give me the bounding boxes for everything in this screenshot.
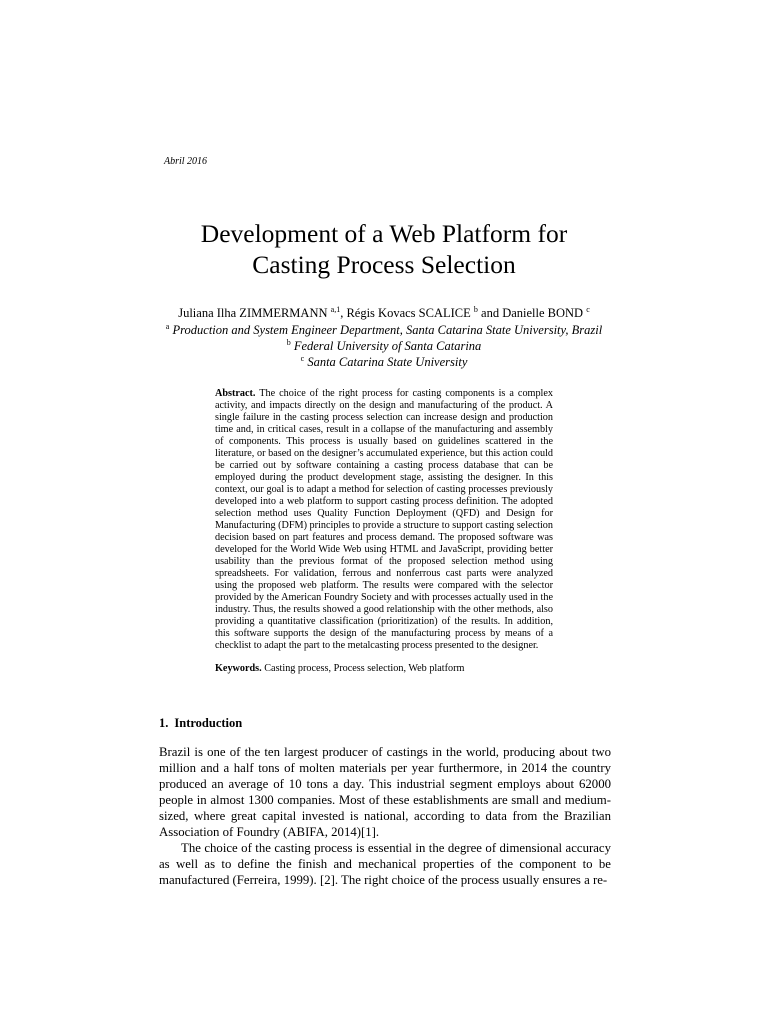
author-1-marker: a,1: [330, 305, 341, 314]
keywords: [215, 663, 553, 675]
keywords-text: Casting process, Process selection, Web platform: [261, 663, 465, 674]
affiliation-a-text: Production and System Engineer Department, Santa Catarina State University, Brazil: [172, 323, 603, 337]
section-title: Introduction: [174, 716, 243, 730]
affiliation-b-marker: b: [286, 338, 291, 347]
affiliation-c-marker: c: [300, 354, 305, 363]
title-line-1: Development of a Web Platform for: [200, 219, 568, 248]
author-3-marker: c: [586, 305, 590, 314]
abstract: [215, 388, 553, 652]
paragraph-2: The choice of the casting process is essential in the degree of dimensional accuracy as well as to define the finish and mechanical properties of the component to be manufactured (Ferreira, 1999). [2]. The right choice of the process usually ensures a re-: [159, 841, 611, 887]
affiliation-b-text: Federal University of Santa Catarina: [293, 339, 482, 353]
section-heading: [159, 716, 242, 731]
title-line-2: Casting Process Selection: [252, 250, 516, 279]
paper-title: [0, 218, 768, 280]
author-list: [0, 305, 768, 322]
paragraph-1: Brazil is one of the ten largest producer of castings in the world, producing about two million and a half tons of molten materials per year furthermore, in 2014 the country produced an average of 10 tons a day. This industrial segment employs about 62000 people in almost 1300 companies. Most of these establishments are small and medium-sized, where great capital invested is national, according to data from the Brazilian Association of Foundry (ABIFA, 2014)[1].: [159, 745, 611, 839]
author-1: Juliana Ilha ZIMMERMANN: [178, 306, 328, 320]
section-number: 1.: [159, 716, 169, 730]
affiliation-a-marker: a: [165, 322, 170, 331]
affiliation-c: [0, 354, 768, 370]
author-2-marker: b: [473, 305, 478, 314]
abstract-text: The choice of the right process for casting components is a complex activity, and impacts directly on the design and manufacturing of the product. A single failure in the casting process selection can increase design and production time and, in critical cases, result in a collapse of the manufacturing and assembly of components. This process is usually based on guidelines scattered in the literature, or based on the designer’s accumulated experience, but this action could be carried out by software containing a casting process database that can be employed during the product development stage, assisting the designer. In this context, our goal is to adapt a method for selection of casting processes previously developed into a web platform to support casting process definition. The adopted selection method uses Quality Function Deployment (QFD) and Design for Manufacturing (DFM) principles to provide a structure to support casting selection decision based on part features and process demand. The proposed software was developed for the World Wide Web using HTML and JavaScript, providing better usability than the previous format of the proposed selection method using spreadsheets. For validation, ferrous and nonferrous cast parts were analyzed using the proposed web platform. The results were compared with the selector provided by the American Foundry Society and with processes actually used in the industry. Thus, the results showed a good relationship with the other methods, also providing a quantitative classification (prioritization) of the results. In addition, this software supports the design of the manufacturing process by means of a checklist to adapt the part to the metalcasting process presented to the designer.: [215, 388, 553, 651]
affiliation-c-text: Santa Catarina State University: [307, 355, 468, 369]
body-text: [159, 744, 611, 888]
author-2: , Régis Kovacs SCALICE: [340, 306, 471, 320]
author-3: and Danielle BOND: [477, 306, 584, 320]
affiliation-b: [0, 338, 768, 354]
abstract-label: Abstract.: [215, 388, 256, 399]
running-head: Abril 2016: [164, 156, 208, 167]
affiliation-a: [0, 322, 768, 338]
keywords-label: Keywords.: [215, 663, 262, 674]
